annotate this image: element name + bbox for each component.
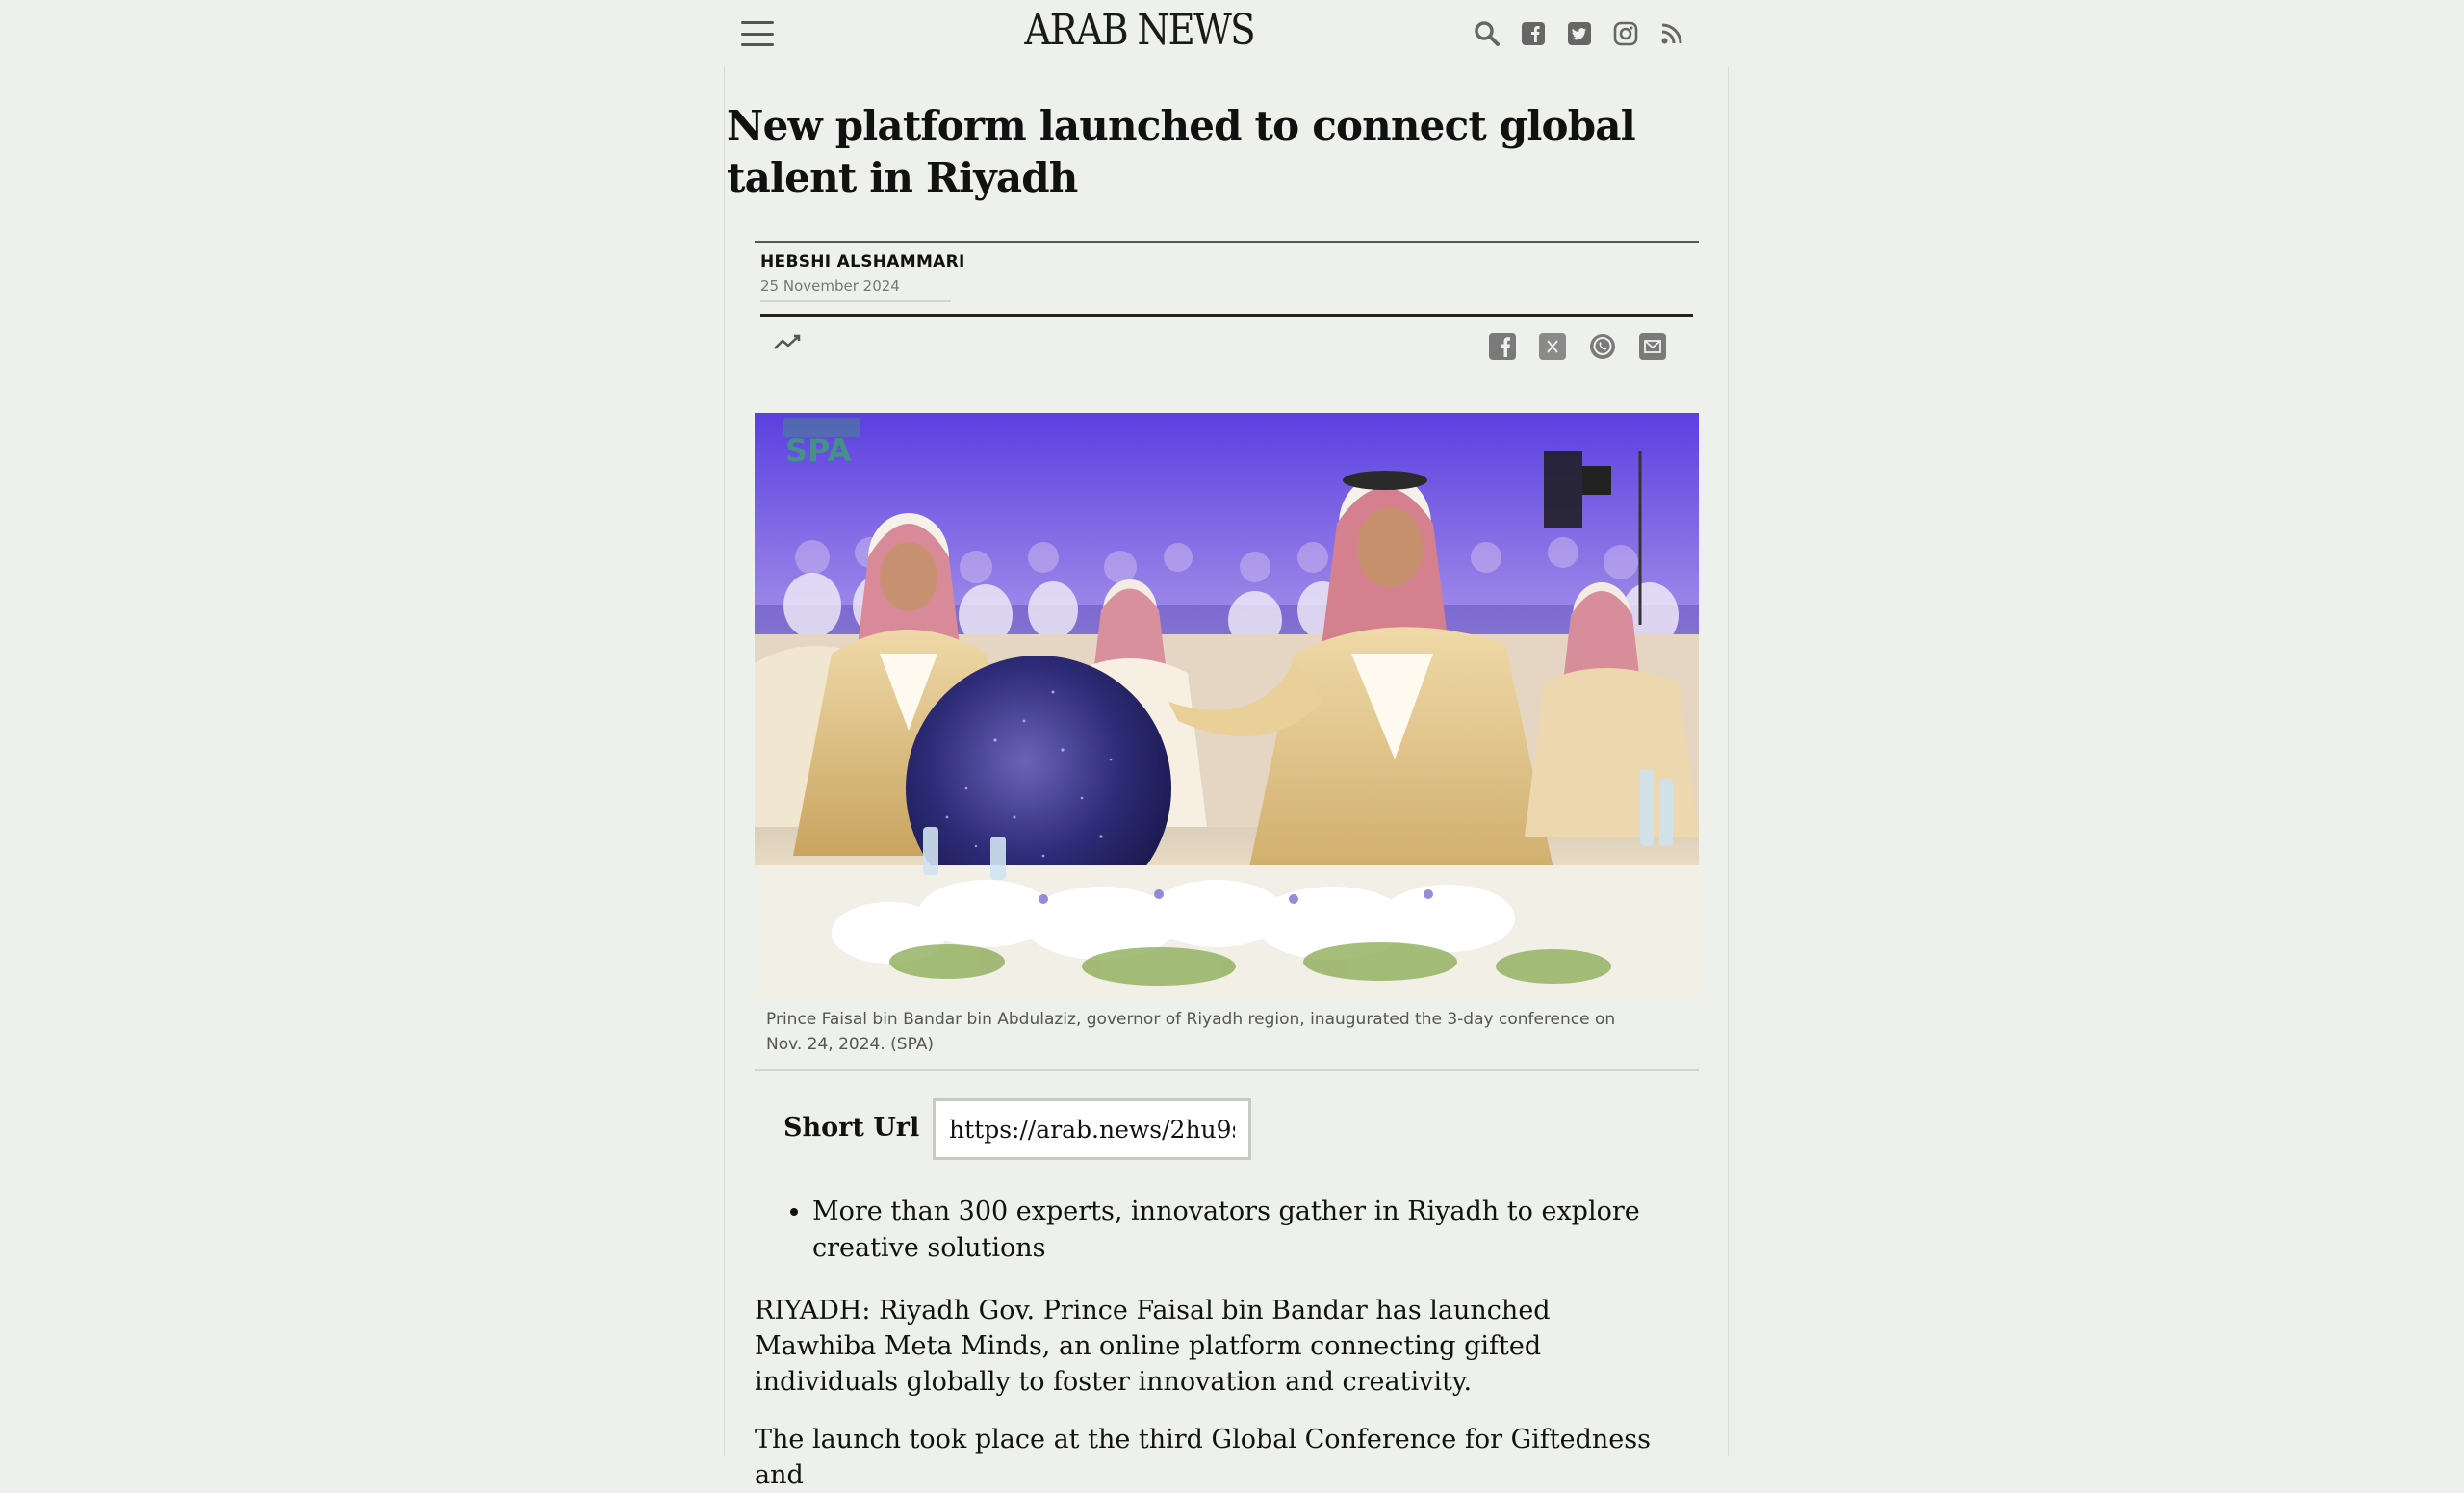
article-headline: New platform launched to connect global talent in Riyadh — [727, 102, 1635, 201]
short-url-field[interactable] — [933, 1098, 1251, 1160]
twitter-icon[interactable] — [1565, 19, 1594, 48]
list-item: • More than 300 experts, innovators gather in Riyadh to explore creative solutions — [812, 1194, 1679, 1267]
article-hero-image[interactable] — [755, 413, 1699, 995]
rss-icon[interactable] — [1657, 19, 1686, 48]
facebook-icon[interactable] — [1519, 19, 1548, 48]
email-share-icon[interactable] — [1638, 332, 1667, 361]
whatsapp-share-icon[interactable] — [1588, 332, 1617, 361]
menu-icon[interactable] — [741, 21, 774, 46]
divider — [755, 241, 1699, 243]
article-highlights — [755, 1194, 1679, 1267]
site-logo[interactable]: ARAB NEWS — [1024, 6, 1254, 55]
short-url-label: Short Url — [783, 1113, 920, 1143]
author-name[interactable]: HEBSHI ALSHAMMARI — [760, 252, 965, 271]
trending-icon — [772, 332, 803, 353]
article-paragraph: The launch took place at the third Global Conference for Giftedness and — [755, 1425, 1651, 1490]
hero-illustration — [755, 413, 1699, 995]
short-url-input[interactable] — [949, 1116, 1235, 1144]
article-paragraph: RIYADH: Riyadh Gov. Prince Faisal bin Bandar has launched Mawhiba Meta Minds, an online platform connecting gifted individuals globally to foster innovation and creativity. — [755, 1296, 1551, 1397]
divider — [760, 314, 1693, 317]
publish-date: 25 November 2024 — [760, 277, 900, 295]
x-share-icon[interactable] — [1538, 332, 1567, 361]
facebook-share-icon[interactable] — [1488, 332, 1517, 361]
search-icon[interactable] — [1473, 19, 1502, 48]
divider — [760, 300, 951, 302]
spa-watermark-text: SPA — [785, 432, 852, 469]
divider — [755, 1069, 1699, 1071]
image-caption: Prince Faisal bin Bandar bin Abdulaziz, governor of Riyadh region, inaugurated the 3-day conference on Nov. 24, 2024. (SPA) — [766, 1010, 1616, 1054]
instagram-icon[interactable] — [1611, 19, 1640, 48]
top-bar — [0, 0, 2464, 67]
header-icons — [1473, 19, 1686, 48]
share-bar — [1488, 332, 1667, 361]
